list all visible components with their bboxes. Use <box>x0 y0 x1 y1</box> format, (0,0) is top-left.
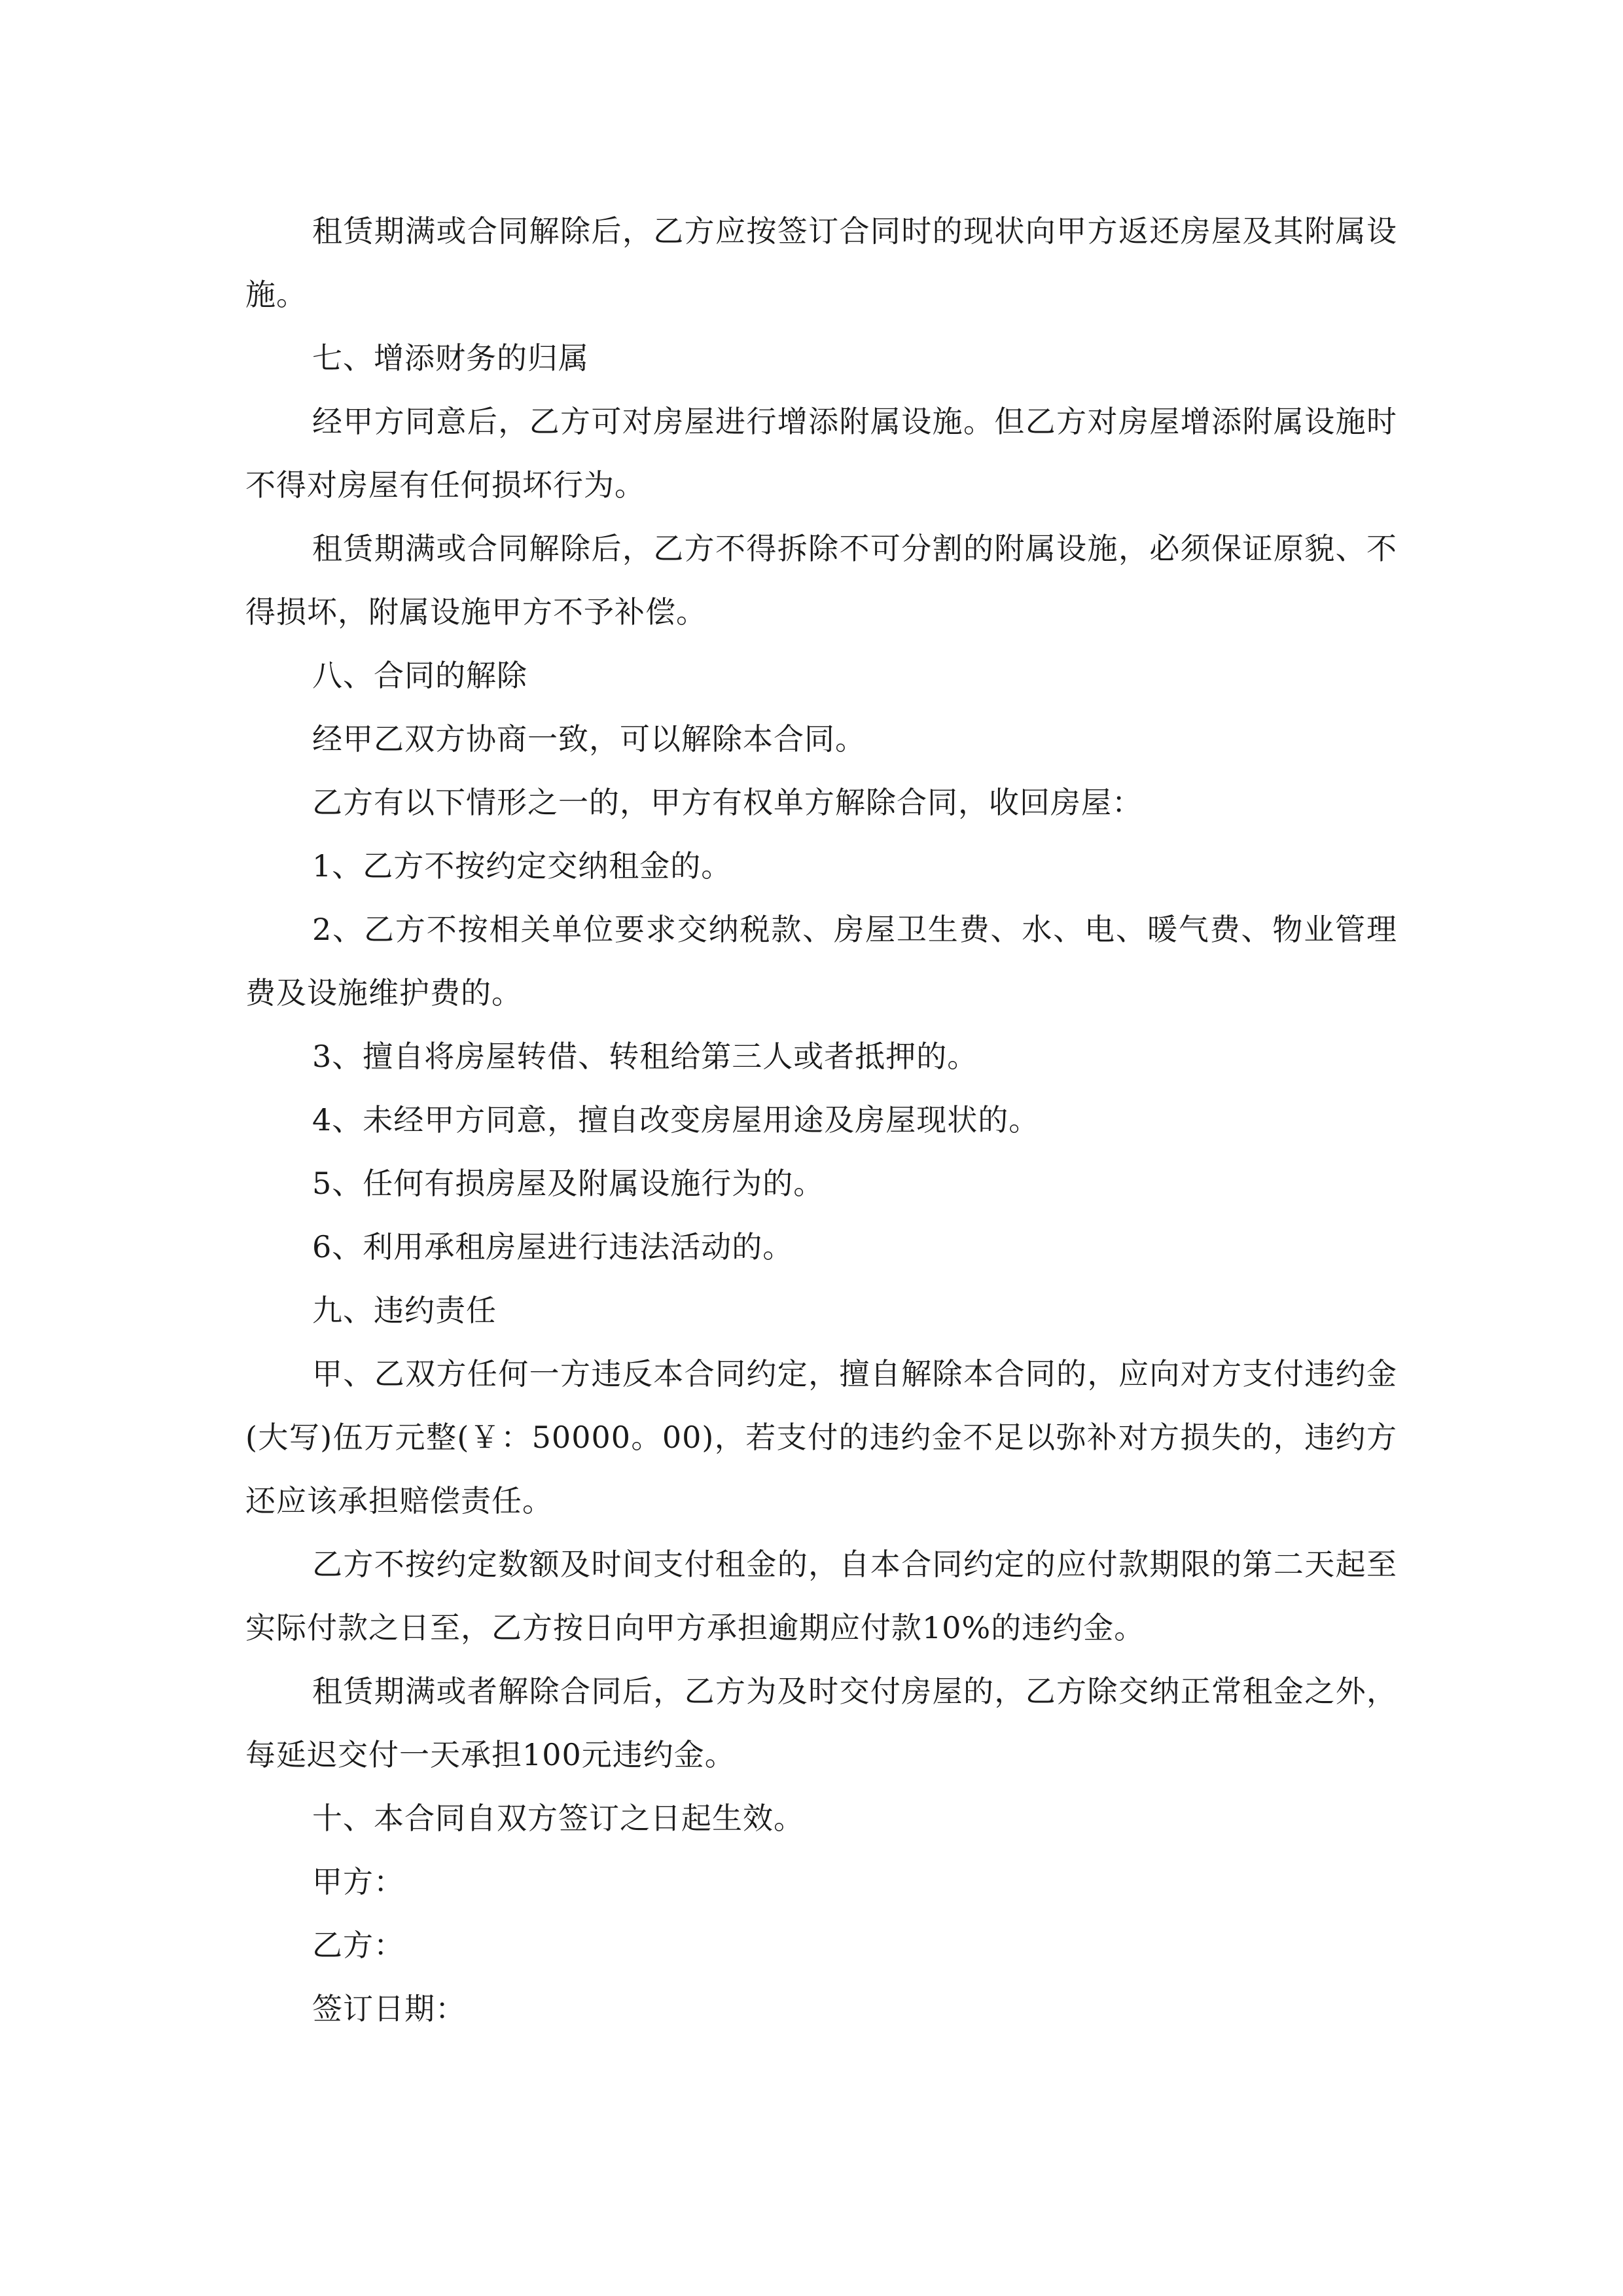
paragraph-termination-conditions: 乙方有以下情形之一的，甲方有权单方解除合同，收回房屋： <box>312 785 1143 820</box>
paragraph-mutual-termination: 经甲乙双方协商一致，可以解除本合同。 <box>312 721 866 757</box>
paragraph-return-property: 租赁期满或合同解除后，乙方应按签订合同时的现状向甲方返还房屋及其附属设施。 <box>245 213 1397 312</box>
section-heading-8: 八、合同的解除 <box>312 658 527 693</box>
section-heading-10: 十、本合同自双方签订之日起生效。 <box>312 1801 804 1836</box>
paragraph-additions-removal: 租赁期满或合同解除后，乙方不得拆除不可分割的附属设施，必须保证原貌、不得损坏，附属设施甲方不予补偿。 <box>245 531 1397 630</box>
section-heading-9: 九、违约责任 <box>312 1293 497 1328</box>
list-item-3: 3、擅自将房屋转借、转租给第三人或者抵押的。 <box>312 1039 978 1074</box>
document-body <box>245 200 1397 2041</box>
signature-party-a: 甲方： <box>312 1864 404 1899</box>
signature-party-b: 乙方： <box>312 1928 404 1963</box>
paragraph-late-rent: 乙方不按约定数额及时间支付租金的，自本合同约定的应付款期限的第二天起至实际付款之日至，乙方按日向甲方承担逾期应付款10%的违约金。 <box>245 1547 1397 1645</box>
paragraph-late-handover: 租赁期满或者解除合同后，乙方为及时交付房屋的，乙方除交纳正常租金之外，每延迟交付一天承担100元违约金。 <box>245 1674 1397 1772</box>
list-item-5: 5、任何有损房屋及附属设施行为的。 <box>312 1166 825 1201</box>
signature-date: 签订日期： <box>312 1991 466 2026</box>
list-item-2: 2、乙方不按相关单位要求交纳税款、房屋卫生费、水、电、暖气费、物业管理费及设施维护费的。 <box>245 912 1397 1011</box>
paragraph-additions-consent: 经甲方同意后，乙方可对房屋进行增添附属设施。但乙方对房屋增添附属设施时不得对房屋有任何损坏行为。 <box>245 404 1397 503</box>
list-item-6: 6、利用承租房屋进行违法活动的。 <box>312 1229 794 1265</box>
paragraph-penalty: 甲、乙双方任何一方违反本合同约定，擅自解除本合同的，应向对方支付违约金(大写)伍万元整(￥：50000。00)，若支付的违约金不足以弥补对方损失的，违约方还应该承担赔偿责任。 <box>245 1356 1397 1518</box>
list-item-1: 1、乙方不按约定交纳租金的。 <box>312 848 732 884</box>
list-item-4: 4、未经甲方同意，擅自改变房屋用途及房屋现状的。 <box>312 1102 1040 1138</box>
section-heading-7: 七、增添财务的归属 <box>312 340 589 376</box>
